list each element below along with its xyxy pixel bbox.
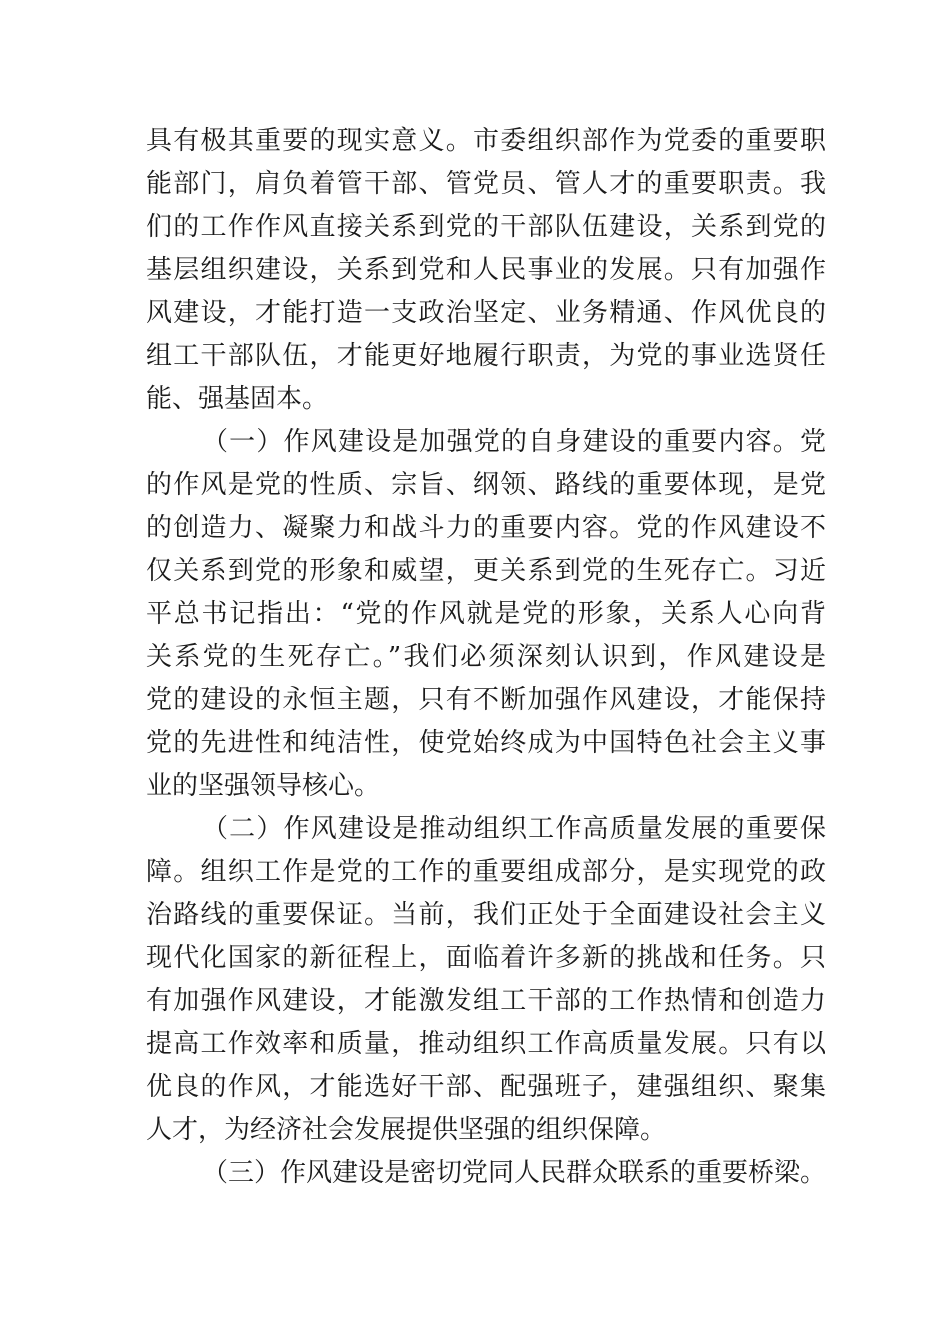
text-line: 治路线的重要保证。当前，我们正处于全面建设社会主义 bbox=[146, 900, 826, 930]
text-line: 人才，为经济社会发展提供坚强的组织保障。 bbox=[146, 1115, 667, 1145]
text-line: 业的坚强领导核心。 bbox=[146, 771, 381, 801]
text-line: 组工干部队伍，才能更好地履行职责，为党的事业选贤任 bbox=[146, 341, 826, 371]
text-line: 党的建设的永恒主题，只有不断加强作风建设，才能保持 bbox=[146, 685, 826, 715]
text-line: 关系党的生死存亡。”我们必须深刻认识到，作风建设是 bbox=[146, 642, 826, 672]
text-line: 具有极其重要的现实意义。市委组织部作为党委的重要职 bbox=[146, 126, 826, 156]
section-heading-line: （二）作风建设是推动组织工作高质量发展的重要保 bbox=[202, 814, 826, 844]
text-line: 现代化国家的新征程上，面临着许多新的挑战和任务。只 bbox=[146, 943, 826, 973]
body-text bbox=[146, 120, 826, 1195]
text-line: 的创造力、凝聚力和战斗力的重要内容。党的作风建设不 bbox=[146, 513, 826, 543]
text-line: 平总书记指出：“党的作风就是党的形象，关系人心向背 bbox=[146, 599, 826, 629]
text-line: 基层组织建设，关系到党和人民事业的发展。只有加强作 bbox=[146, 255, 826, 285]
text-line: 提高工作效率和质量，推动组织工作高质量发展。只有以 bbox=[146, 1029, 826, 1059]
text-line: 仅关系到党的形象和威望，更关系到党的生死存亡。习近 bbox=[146, 556, 826, 586]
text-line: 优良的作风，才能选好干部、配强班子，建强组织、聚集 bbox=[146, 1072, 826, 1102]
text-line: 们的工作作风直接关系到党的干部队伍建设，关系到党的 bbox=[146, 212, 826, 242]
text-line: 能、强基固本。 bbox=[146, 384, 329, 414]
text-line: 党的先进性和纯洁性，使党始终成为中国特色社会主义事 bbox=[146, 728, 826, 758]
text-line: 障。组织工作是党的工作的重要组成部分，是实现党的政 bbox=[146, 857, 826, 887]
section-heading-line: （一）作风建设是加强党的自身建设的重要内容。党 bbox=[202, 427, 826, 457]
text-line: 风建设，才能打造一支政治坚定、业务精通、作风优良的 bbox=[146, 298, 826, 328]
text-line: 有加强作风建设，才能激发组工干部的工作热情和创造力 bbox=[146, 986, 826, 1016]
text-line: 能部门，肩负着管干部、管党员、管人才的重要职责。我 bbox=[146, 169, 826, 199]
section-heading-line: （三）作风建设是密切党同人民群众联系的重要桥梁。 bbox=[202, 1158, 827, 1188]
text-line: 的作风是党的性质、宗旨、纲领、路线的重要体现，是党 bbox=[146, 470, 826, 500]
